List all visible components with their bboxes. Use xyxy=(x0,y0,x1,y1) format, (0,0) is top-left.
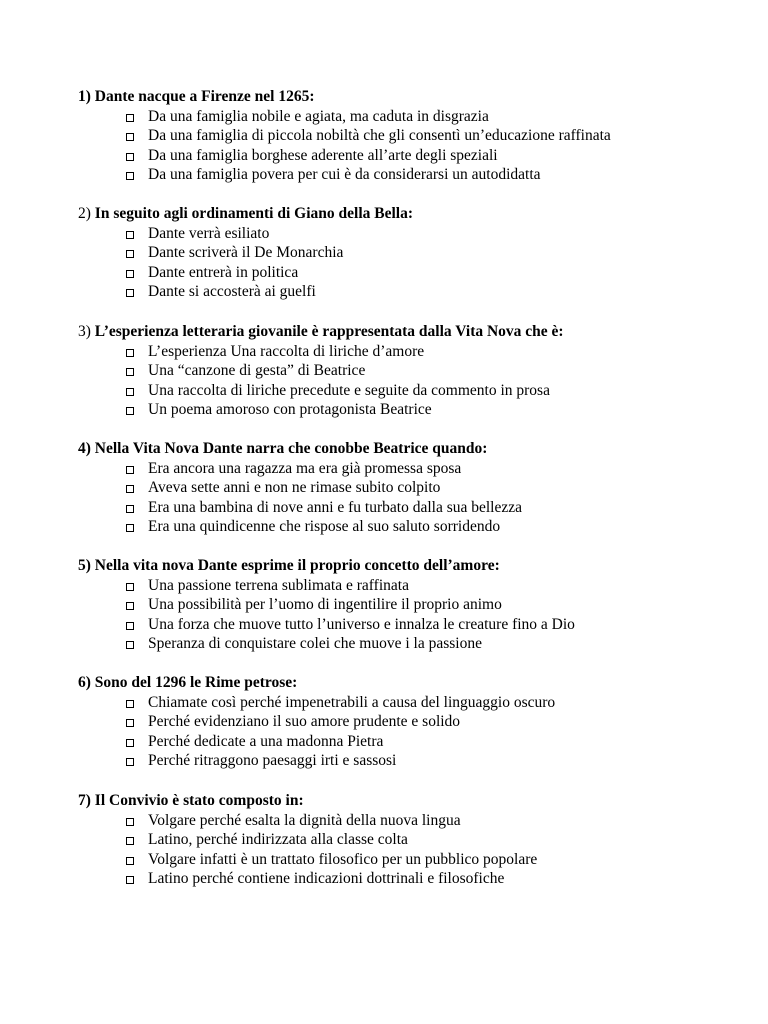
checkbox-icon[interactable] xyxy=(126,485,134,493)
option-label: Era una bambina di nove anni e fu turbato dalla sua bellezza xyxy=(148,498,522,516)
option-item xyxy=(78,693,738,713)
option-label: Da una famiglia borghese aderente all’arte degli speziali xyxy=(148,146,498,164)
option-item xyxy=(78,224,738,244)
question-4-title xyxy=(78,439,738,459)
question-1 xyxy=(78,87,738,185)
checkbox-icon[interactable] xyxy=(126,641,134,649)
option-item xyxy=(78,282,738,302)
option-label: Perché dedicate a una madonna Pietra xyxy=(148,732,384,750)
checkbox-icon[interactable] xyxy=(126,349,134,357)
option-label: Volgare infatti è un trattato filosofico per un pubblico popolare xyxy=(148,850,538,868)
checkbox-icon[interactable] xyxy=(126,466,134,474)
checkbox-icon[interactable] xyxy=(126,818,134,826)
question-7-title xyxy=(78,791,738,811)
question-7 xyxy=(78,791,738,889)
option-label: Aveva sette anni e non ne rimase subito colpito xyxy=(148,479,441,496)
question-5-options xyxy=(78,576,738,654)
question-2-title xyxy=(78,204,738,224)
option-item xyxy=(78,830,738,850)
question-3 xyxy=(78,322,738,420)
option-label: Una raccolta di liriche precedute e seguite da commento in prosa xyxy=(148,381,550,399)
option-label: Una forza che muove tutto l’universo e innalza le creature fino a Dio xyxy=(148,615,575,633)
option-item xyxy=(78,595,738,615)
checkbox-icon[interactable] xyxy=(126,524,134,532)
option-item xyxy=(78,165,738,185)
option-item xyxy=(78,615,738,635)
question-number: 6) xyxy=(78,674,91,691)
question-2-options xyxy=(78,224,738,302)
question-number: 4) xyxy=(78,440,91,457)
question-3-title xyxy=(78,322,738,342)
option-label: L’esperienza Una raccolta di liriche d’amore xyxy=(148,342,425,360)
checkbox-icon[interactable] xyxy=(126,739,134,747)
question-text: L’esperienza letteraria giovanile è rappresentata dalla Vita Nova che è: xyxy=(94,323,564,340)
question-7-options xyxy=(78,811,738,889)
option-item xyxy=(78,361,738,381)
checkbox-icon[interactable] xyxy=(126,368,134,376)
question-number: 3) xyxy=(78,323,91,340)
checkbox-icon[interactable] xyxy=(126,250,134,258)
option-item xyxy=(78,342,738,362)
option-item xyxy=(78,811,738,831)
option-label: Dante scriverà il De Monarchia xyxy=(148,244,344,261)
option-label: Una passione terrena sublimata e raffinata xyxy=(148,576,409,594)
question-6-title xyxy=(78,673,738,693)
option-item xyxy=(78,869,738,889)
option-label: Era una quindicenne che rispose al suo saluto sorridendo xyxy=(148,518,501,535)
option-label: Latino, perché indirizzata alla classe colta xyxy=(148,831,408,848)
question-6-options xyxy=(78,693,738,771)
checkbox-icon[interactable] xyxy=(126,172,134,180)
option-item xyxy=(78,478,738,498)
option-item xyxy=(78,126,738,146)
option-label: Da una famiglia povera per cui è da considerarsi un autodidatta xyxy=(148,166,541,183)
question-1-options xyxy=(78,107,738,185)
option-label: Chiamate così perché impenetrabili a causa del linguaggio oscuro xyxy=(148,693,556,711)
question-text: In seguito agli ordinamenti di Giano della Bella: xyxy=(94,205,414,222)
option-item xyxy=(78,517,738,537)
question-3-options xyxy=(78,342,738,420)
question-5 xyxy=(78,556,738,654)
checkbox-icon[interactable] xyxy=(126,837,134,845)
option-item xyxy=(78,263,738,283)
option-label: Una possibilità per l’uomo di ingentilire il proprio animo xyxy=(148,596,502,613)
question-number: 5) xyxy=(78,557,91,574)
checkbox-icon[interactable] xyxy=(126,289,134,297)
question-6 xyxy=(78,673,738,771)
question-text: Nella Vita Nova Dante narra che conobbe Beatrice quando: xyxy=(94,440,488,457)
option-item xyxy=(78,107,738,127)
checkbox-icon[interactable] xyxy=(126,270,134,278)
checkbox-icon[interactable] xyxy=(126,231,134,239)
option-label: Speranza di conquistare colei che muove i la passione xyxy=(148,635,482,652)
option-label: Da una famiglia di piccola nobiltà che gli consentì un’educazione raffinata xyxy=(148,127,611,144)
checkbox-icon[interactable] xyxy=(126,602,134,610)
checkbox-icon[interactable] xyxy=(126,700,134,708)
question-1-title xyxy=(78,87,738,107)
option-label: Perché ritraggono paesaggi irti e sassosi xyxy=(148,752,397,769)
checkbox-icon[interactable] xyxy=(126,505,134,513)
checkbox-icon[interactable] xyxy=(126,407,134,415)
question-5-title xyxy=(78,556,738,576)
option-item xyxy=(78,712,738,732)
option-label: Volgare perché esalta la dignità della nuova lingua xyxy=(148,811,461,829)
checkbox-icon[interactable] xyxy=(126,114,134,122)
checkbox-icon[interactable] xyxy=(126,857,134,865)
option-item xyxy=(78,634,738,654)
option-item xyxy=(78,576,738,596)
checkbox-icon[interactable] xyxy=(126,719,134,727)
option-label: Latino perché contiene indicazioni dottrinali e filosofiche xyxy=(148,870,505,887)
checkbox-icon[interactable] xyxy=(126,388,134,396)
option-label: Dante si accosterà ai guelfi xyxy=(148,283,316,300)
option-label: Da una famiglia nobile e agiata, ma caduta in disgrazia xyxy=(148,107,489,125)
checkbox-icon[interactable] xyxy=(126,758,134,766)
question-text: Nella vita nova Dante esprime il proprio concetto dell’amore: xyxy=(94,557,500,574)
option-item xyxy=(78,751,738,771)
option-label: Dante verrà esiliato xyxy=(148,224,270,242)
question-4 xyxy=(78,439,738,537)
option-label: Un poema amoroso con protagonista Beatrice xyxy=(148,401,432,418)
option-item xyxy=(78,381,738,401)
option-label: Perché evidenziano il suo amore prudente e solido xyxy=(148,713,461,730)
checkbox-icon[interactable] xyxy=(126,153,134,161)
question-text: Il Convivio è stato composto in: xyxy=(94,792,304,809)
checkbox-icon[interactable] xyxy=(126,622,134,630)
option-item xyxy=(78,243,738,263)
option-item xyxy=(78,850,738,870)
option-label: Era ancora una ragazza ma era già promessa sposa xyxy=(148,459,462,477)
option-item xyxy=(78,732,738,752)
question-4-options xyxy=(78,459,738,537)
option-label: Una “canzone di gesta” di Beatrice xyxy=(148,362,366,379)
question-2 xyxy=(78,204,738,302)
checkbox-icon[interactable] xyxy=(126,876,134,884)
question-number: 2) xyxy=(78,205,91,222)
question-text: Sono del 1296 le Rime petrose: xyxy=(94,674,298,691)
option-label: Dante entrerà in politica xyxy=(148,263,299,281)
option-item xyxy=(78,400,738,420)
checkbox-icon[interactable] xyxy=(126,133,134,141)
checkbox-icon[interactable] xyxy=(126,583,134,591)
option-item xyxy=(78,459,738,479)
question-number: 1) xyxy=(78,88,91,105)
question-text: Dante nacque a Firenze nel 1265: xyxy=(90,88,315,105)
option-item xyxy=(78,498,738,518)
question-number: 7) xyxy=(78,792,91,809)
option-item xyxy=(78,146,738,166)
